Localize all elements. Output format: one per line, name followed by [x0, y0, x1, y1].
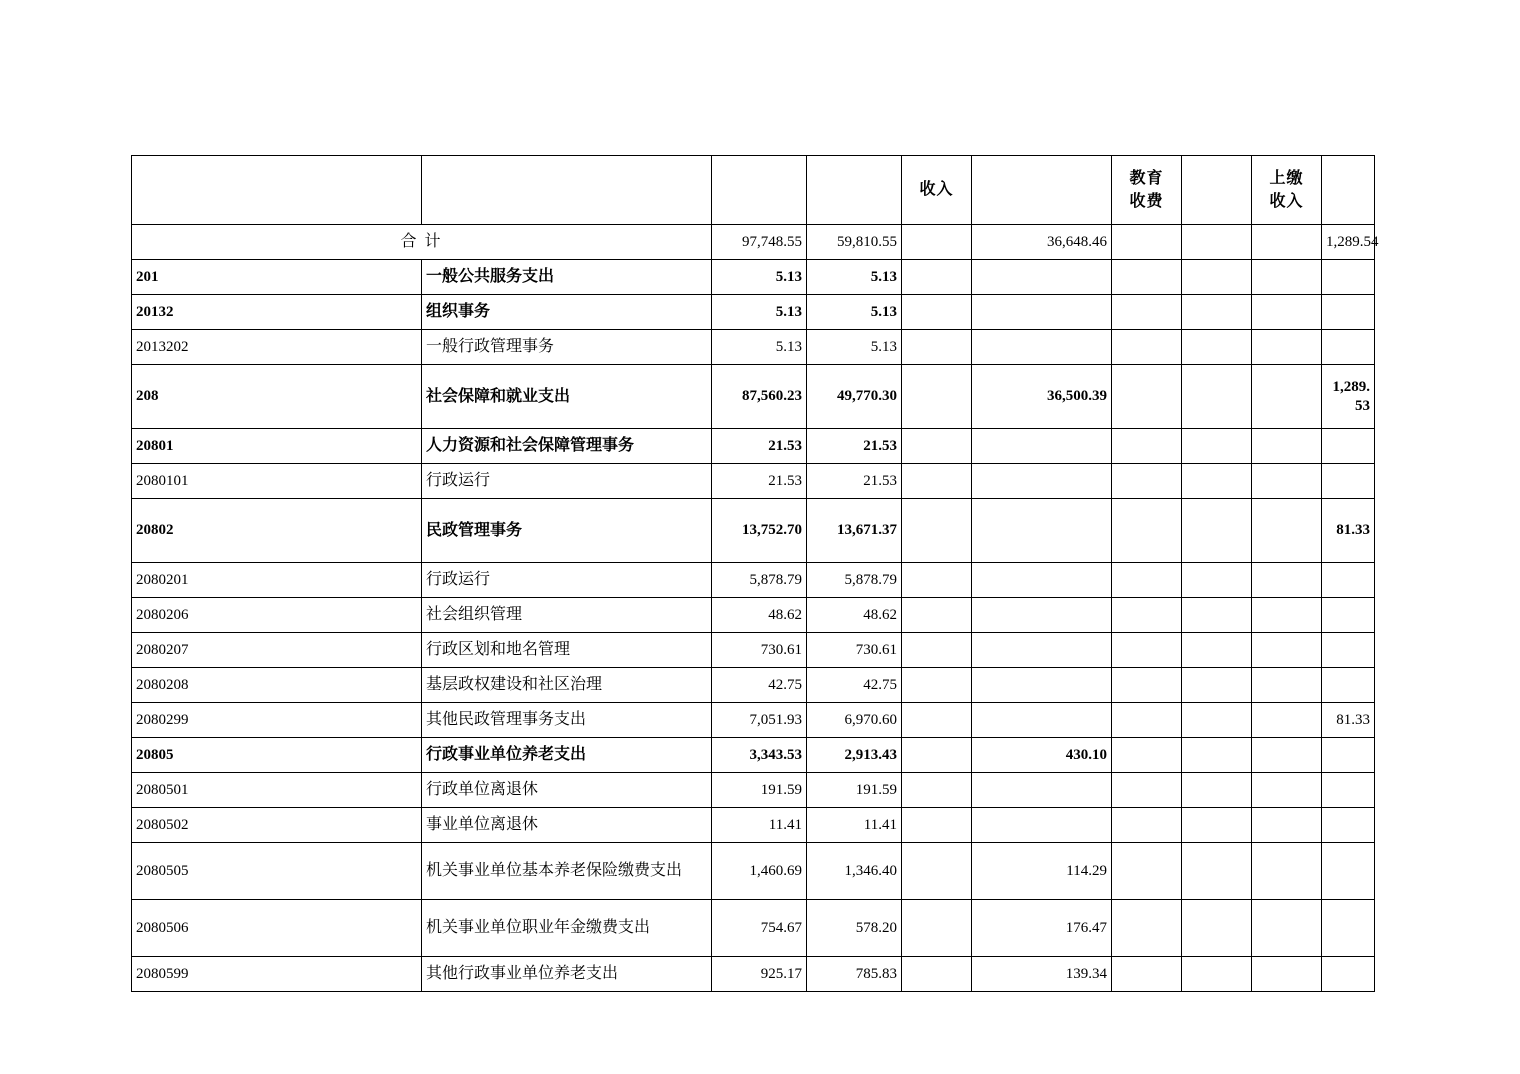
table-row	[132, 808, 1375, 843]
cell-fund2	[902, 738, 972, 773]
cell-fund5	[1182, 365, 1252, 429]
header-cell-education-fee	[1112, 156, 1182, 225]
cell-fund6	[1252, 295, 1322, 330]
cell-fund1: 11.41	[807, 808, 902, 843]
cell-fund3	[972, 464, 1112, 499]
table-row	[132, 429, 1375, 464]
header-cell-fund3	[972, 156, 1112, 225]
cell-fund2	[902, 598, 972, 633]
table-row	[132, 260, 1375, 295]
cell-name: 人力资源和社会保障管理事务	[422, 429, 712, 464]
cell-fund1: 578.20	[807, 900, 902, 957]
cell-fund2	[902, 633, 972, 668]
cell-fund1: 13,671.37	[807, 499, 902, 563]
cell-fund2	[902, 295, 972, 330]
header-cell-fund5	[1182, 156, 1252, 225]
cell-fund2	[902, 900, 972, 957]
cell-fund7	[1322, 563, 1375, 598]
cell-total: 3,343.53	[712, 738, 807, 773]
cell-fund5	[1182, 260, 1252, 295]
cell-code: 20801	[132, 429, 422, 464]
cell-total: 5.13	[712, 260, 807, 295]
cell-total: 48.62	[712, 598, 807, 633]
cell-fund7	[1322, 900, 1375, 957]
cell-code: 2080208	[132, 668, 422, 703]
cell-fund4	[1112, 295, 1182, 330]
cell-fund5	[1182, 773, 1252, 808]
table-row	[132, 499, 1375, 563]
cell-fund6	[1252, 773, 1322, 808]
cell-fund5	[1182, 295, 1252, 330]
cell-fund3: 114.29	[972, 843, 1112, 900]
cell-fund4	[1112, 260, 1182, 295]
cell-fund3	[972, 633, 1112, 668]
cell-fund2	[902, 365, 972, 429]
cell-fund4	[1112, 900, 1182, 957]
cell-fund5	[1182, 900, 1252, 957]
cell-fund2	[902, 429, 972, 464]
cell-fund1: 49,770.30	[807, 365, 902, 429]
cell-fund6	[1252, 703, 1322, 738]
cell-name: 机关事业单位职业年金缴费支出	[422, 900, 712, 957]
table-header-row	[132, 156, 1375, 225]
header-cell-code	[132, 156, 422, 225]
table-row	[132, 598, 1375, 633]
cell-total: 13,752.70	[712, 499, 807, 563]
header-label-education-fee-line1: 教育	[1129, 169, 1164, 187]
cell-name: 一般公共服务支出	[422, 260, 712, 295]
cell-fund3	[972, 598, 1112, 633]
cell-total: 7,051.93	[712, 703, 807, 738]
cell-fund2	[902, 330, 972, 365]
cell-fund1: 730.61	[807, 633, 902, 668]
cell-fund1: 21.53	[807, 464, 902, 499]
cell-fund2	[902, 464, 972, 499]
cell-fund3: 430.10	[972, 738, 1112, 773]
cell-fund5	[1182, 598, 1252, 633]
cell-total: 5.13	[712, 330, 807, 365]
table-row	[132, 295, 1375, 330]
cell-fund4	[1112, 429, 1182, 464]
cell-fund7: 81.33	[1322, 703, 1375, 738]
cell-fund3: 36,500.39	[972, 365, 1112, 429]
cell-fund1: 785.83	[807, 957, 902, 992]
cell-fund5	[1182, 330, 1252, 365]
total-row-fund4	[1112, 225, 1182, 260]
cell-total: 5.13	[712, 295, 807, 330]
table-row	[132, 900, 1375, 957]
cell-fund1: 5.13	[807, 295, 902, 330]
cell-fund7	[1322, 773, 1375, 808]
budget-table-body	[132, 156, 1379, 992]
cell-fund2	[902, 668, 972, 703]
cell-fund2	[902, 260, 972, 295]
cell-fund7	[1322, 260, 1375, 295]
cell-total: 11.41	[712, 808, 807, 843]
table-row	[132, 738, 1375, 773]
cell-fund2	[902, 808, 972, 843]
cell-code: 201	[132, 260, 422, 295]
cell-fund1: 1,346.40	[807, 843, 902, 900]
cell-fund5	[1182, 633, 1252, 668]
header-label-income: 收入	[919, 181, 954, 199]
cell-fund6	[1252, 900, 1322, 957]
cell-name: 行政运行	[422, 464, 712, 499]
cell-fund7	[1322, 738, 1375, 773]
cell-code: 2080501	[132, 773, 422, 808]
cell-fund7	[1322, 668, 1375, 703]
cell-total: 925.17	[712, 957, 807, 992]
cell-fund4	[1112, 773, 1182, 808]
cell-fund6	[1252, 738, 1322, 773]
cell-fund4	[1112, 330, 1182, 365]
cell-fund3	[972, 295, 1112, 330]
cell-fund5	[1182, 464, 1252, 499]
cell-fund6	[1252, 598, 1322, 633]
cell-fund6	[1252, 429, 1322, 464]
cell-fund3	[972, 429, 1112, 464]
cell-name: 社会组织管理	[422, 598, 712, 633]
cell-fund3: 139.34	[972, 957, 1112, 992]
header-cell-name	[422, 156, 712, 225]
cell-name: 其他行政事业单位养老支出	[422, 957, 712, 992]
cell-total: 21.53	[712, 429, 807, 464]
cell-code: 2080201	[132, 563, 422, 598]
total-row-label: 合 计	[132, 225, 712, 260]
cell-fund4	[1112, 598, 1182, 633]
cell-fund1: 191.59	[807, 773, 902, 808]
table-row	[132, 668, 1375, 703]
cell-fund6	[1252, 563, 1322, 598]
cell-fund7	[1322, 598, 1375, 633]
cell-fund4	[1112, 563, 1182, 598]
cell-fund2	[902, 499, 972, 563]
cell-fund6	[1252, 843, 1322, 900]
cell-fund5	[1182, 499, 1252, 563]
cell-fund6	[1252, 260, 1322, 295]
total-row-fund3: 36,648.46	[972, 225, 1112, 260]
cell-code: 2080206	[132, 598, 422, 633]
cell-fund6	[1252, 365, 1322, 429]
total-row-fund5	[1182, 225, 1252, 260]
cell-fund5	[1182, 957, 1252, 992]
table-row	[132, 330, 1375, 365]
cell-name: 其他民政管理事务支出	[422, 703, 712, 738]
total-row-fund7: 1,289.54	[1322, 225, 1375, 260]
cell-fund2	[902, 563, 972, 598]
header-cell-remit-income	[1252, 156, 1322, 225]
cell-fund4	[1112, 499, 1182, 563]
cell-fund4	[1112, 365, 1182, 429]
cell-fund4	[1112, 957, 1182, 992]
cell-name: 民政管理事务	[422, 499, 712, 563]
cell-code: 2080599	[132, 957, 422, 992]
cell-fund2	[902, 703, 972, 738]
cell-fund3	[972, 499, 1112, 563]
cell-fund2	[902, 957, 972, 992]
cell-code: 20805	[132, 738, 422, 773]
cell-name: 行政区划和地名管理	[422, 633, 712, 668]
cell-fund7: 81.33	[1322, 499, 1375, 563]
header-cell-total	[712, 156, 807, 225]
cell-fund4	[1112, 808, 1182, 843]
header-label-remit-income-line2: 收入	[1269, 193, 1304, 210]
table-row	[132, 633, 1375, 668]
cell-total: 5,878.79	[712, 563, 807, 598]
cell-fund5	[1182, 429, 1252, 464]
cell-name: 行政事业单位养老支出	[422, 738, 712, 773]
cell-fund2	[902, 843, 972, 900]
cell-fund3	[972, 330, 1112, 365]
cell-fund1: 21.53	[807, 429, 902, 464]
header-cell-income	[902, 156, 972, 225]
cell-fund5	[1182, 808, 1252, 843]
table-row-total	[132, 225, 1375, 260]
cell-fund4	[1112, 464, 1182, 499]
cell-name: 机关事业单位基本养老保险缴费支出	[422, 843, 712, 900]
cell-fund7	[1322, 843, 1375, 900]
cell-fund6	[1252, 499, 1322, 563]
cell-fund1: 42.75	[807, 668, 902, 703]
cell-fund7	[1322, 957, 1375, 992]
header-label-education-fee-line2: 收费	[1129, 193, 1164, 210]
cell-fund3	[972, 773, 1112, 808]
cell-fund3	[972, 808, 1112, 843]
table-row	[132, 563, 1375, 598]
cell-fund7	[1322, 633, 1375, 668]
cell-fund5	[1182, 563, 1252, 598]
cell-total: 87,560.23	[712, 365, 807, 429]
table-row	[132, 703, 1375, 738]
cell-code: 2080207	[132, 633, 422, 668]
cell-code: 2080101	[132, 464, 422, 499]
cell-fund1: 2,913.43	[807, 738, 902, 773]
cell-code: 2080505	[132, 843, 422, 900]
total-row-total: 97,748.55	[712, 225, 807, 260]
table-row	[132, 957, 1375, 992]
total-row-fund1: 59,810.55	[807, 225, 902, 260]
cell-fund5	[1182, 843, 1252, 900]
table-row	[132, 365, 1375, 429]
cell-total: 730.61	[712, 633, 807, 668]
cell-fund6	[1252, 957, 1322, 992]
cell-fund4	[1112, 738, 1182, 773]
cell-fund6	[1252, 668, 1322, 703]
cell-fund3	[972, 563, 1112, 598]
cell-name: 事业单位离退休	[422, 808, 712, 843]
table-row	[132, 773, 1375, 808]
cell-code: 208	[132, 365, 422, 429]
table-row	[132, 464, 1375, 499]
header-cell-fund1	[807, 156, 902, 225]
cell-code: 2080299	[132, 703, 422, 738]
cell-code: 20132	[132, 295, 422, 330]
cell-fund1: 6,970.60	[807, 703, 902, 738]
cell-code: 20802	[132, 499, 422, 563]
cell-code: 2080502	[132, 808, 422, 843]
cell-fund6	[1252, 330, 1322, 365]
cell-fund7	[1322, 295, 1375, 330]
cell-name: 基层政权建设和社区治理	[422, 668, 712, 703]
budget-table	[131, 155, 1379, 992]
cell-fund3: 176.47	[972, 900, 1112, 957]
cell-fund6	[1252, 808, 1322, 843]
cell-name: 一般行政管理事务	[422, 330, 712, 365]
cell-name: 行政单位离退休	[422, 773, 712, 808]
cell-fund1: 48.62	[807, 598, 902, 633]
total-row-fund6	[1252, 225, 1322, 260]
cell-total: 191.59	[712, 773, 807, 808]
cell-fund7: 1,289.53	[1322, 365, 1375, 429]
cell-fund6	[1252, 633, 1322, 668]
cell-fund1: 5,878.79	[807, 563, 902, 598]
cell-name: 组织事务	[422, 295, 712, 330]
cell-total: 754.67	[712, 900, 807, 957]
table-row	[132, 843, 1375, 900]
cell-fund5	[1182, 668, 1252, 703]
cell-total: 21.53	[712, 464, 807, 499]
cell-fund1: 5.13	[807, 260, 902, 295]
cell-fund4	[1112, 703, 1182, 738]
cell-fund7	[1322, 464, 1375, 499]
cell-total: 1,460.69	[712, 843, 807, 900]
cell-fund7	[1322, 429, 1375, 464]
cell-fund4	[1112, 633, 1182, 668]
cell-code: 2080506	[132, 900, 422, 957]
cell-fund7	[1322, 330, 1375, 365]
cell-fund6	[1252, 464, 1322, 499]
cell-fund1: 5.13	[807, 330, 902, 365]
cell-fund3	[972, 260, 1112, 295]
cell-fund5	[1182, 703, 1252, 738]
header-label-remit-income-line1: 上缴	[1269, 169, 1304, 187]
cell-fund3	[972, 668, 1112, 703]
cell-code: 2013202	[132, 330, 422, 365]
cell-fund3	[972, 703, 1112, 738]
cell-name: 社会保障和就业支出	[422, 365, 712, 429]
cell-fund4	[1112, 668, 1182, 703]
cell-fund2	[902, 773, 972, 808]
header-cell-fund7	[1322, 156, 1375, 225]
cell-fund7	[1322, 808, 1375, 843]
total-row-fund2	[902, 225, 972, 260]
cell-name: 行政运行	[422, 563, 712, 598]
cell-total: 42.75	[712, 668, 807, 703]
budget-table-container	[131, 155, 1379, 992]
cell-fund5	[1182, 738, 1252, 773]
cell-fund4	[1112, 843, 1182, 900]
